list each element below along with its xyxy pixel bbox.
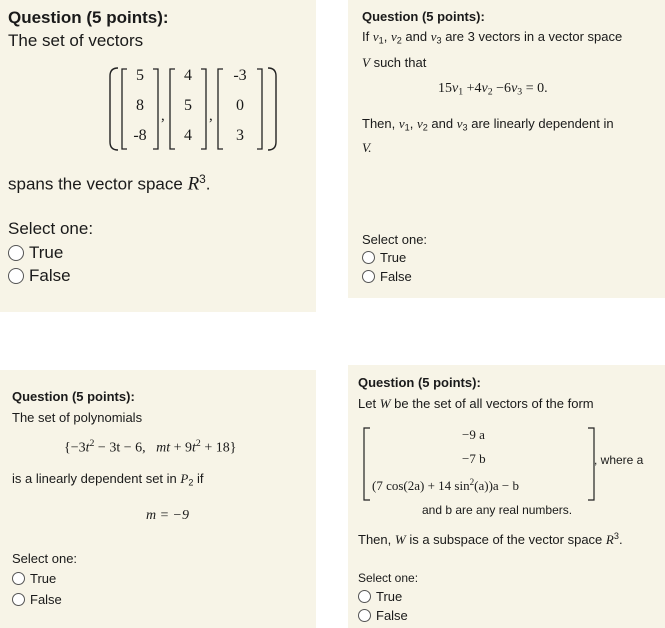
condition-m: m = −9 bbox=[146, 508, 190, 523]
question-2-panel bbox=[348, 0, 665, 298]
vector-2-bracket-left bbox=[168, 68, 176, 150]
vector-3-bracket-right bbox=[256, 68, 264, 150]
polynomial-set: {$-3t^2 - 3t - 6$, mt + $9t^2 + 18$} bbox=[64, 438, 237, 456]
select-one-label: Select one: bbox=[362, 232, 428, 247]
question-3-statement: is a linearly dependent set in $P_2$ if bbox=[12, 471, 204, 488]
vector-2-bracket-right bbox=[200, 68, 208, 150]
question-4-title: Question (5 points): bbox=[358, 375, 481, 390]
option-true-label: True bbox=[29, 243, 64, 262]
question-2-line-5: V. bbox=[362, 140, 372, 155]
vector-2-entry-1: 4 bbox=[184, 67, 192, 84]
question-1-title: Question (5 points): bbox=[8, 8, 169, 27]
question-2-line-4: Then, $v_1$, $v_2$ and $v_3$ are linearly dependent in bbox=[362, 116, 614, 133]
radio-false[interactable] bbox=[362, 270, 375, 283]
question-4-line-1: Let W be the set of all vectors of the form bbox=[358, 396, 594, 411]
vector-form-bracket-left bbox=[362, 427, 372, 501]
radio-true[interactable] bbox=[362, 251, 375, 264]
radio-true[interactable] bbox=[358, 590, 371, 603]
question-2-title: Question (5 points): bbox=[362, 9, 485, 24]
radio-false[interactable] bbox=[8, 268, 24, 284]
option-false[interactable] bbox=[8, 266, 71, 286]
option-true[interactable] bbox=[362, 250, 406, 265]
radio-false[interactable] bbox=[12, 593, 25, 606]
vector-3-entry-2: 0 bbox=[236, 97, 244, 114]
question-3-panel bbox=[0, 370, 316, 628]
option-false-label: False bbox=[380, 269, 412, 284]
vector-set bbox=[106, 66, 298, 152]
option-false-label: False bbox=[29, 266, 71, 285]
vector-1-bracket-right bbox=[152, 68, 160, 150]
option-false[interactable] bbox=[358, 608, 408, 623]
select-one-label: Select one: bbox=[8, 219, 94, 238]
radio-true[interactable] bbox=[12, 572, 25, 585]
option-true[interactable] bbox=[358, 589, 402, 604]
radio-true[interactable] bbox=[8, 245, 24, 261]
vector-form bbox=[362, 427, 662, 503]
vector-1-entry-3: -8 bbox=[133, 127, 147, 144]
vector-1-entry-1: 5 bbox=[136, 67, 144, 84]
where-label: , where a bbox=[594, 453, 644, 467]
question-2-line-1: If $v_1$, $v_2$ and $v_3$ are 3 vectors in a vector space bbox=[362, 29, 623, 46]
vector-3-entry-1: -3 bbox=[233, 67, 247, 84]
vector-form-row-2: −7 b bbox=[462, 451, 486, 466]
option-true[interactable] bbox=[8, 243, 63, 263]
radio-false[interactable] bbox=[358, 609, 371, 622]
option-false[interactable] bbox=[12, 592, 62, 607]
vector-1-entry-2: 8 bbox=[136, 97, 144, 114]
vector-1-bracket-left bbox=[120, 68, 128, 150]
option-false-label: False bbox=[30, 592, 62, 607]
outer-brace-left bbox=[106, 66, 120, 152]
option-true[interactable] bbox=[12, 571, 56, 586]
option-true-label: True bbox=[380, 250, 407, 265]
option-true-label: True bbox=[30, 571, 57, 586]
question-3-title: Question (5 points): bbox=[12, 389, 135, 404]
select-one-label: Select one: bbox=[358, 571, 419, 585]
option-true-label: True bbox=[376, 589, 403, 604]
question-4-conclusion: Then, W is a subspace of the vector space $R^3$. bbox=[358, 531, 623, 547]
question-3-intro: The set of polynomials bbox=[12, 410, 143, 425]
option-false-label: False bbox=[376, 608, 408, 623]
vector-2-entry-2: 5 bbox=[184, 97, 192, 114]
vector-form-row-1: −9 a bbox=[462, 427, 485, 442]
vector-3-bracket-left bbox=[216, 68, 224, 150]
vector-separator: , bbox=[161, 108, 165, 124]
question-1-panel bbox=[0, 0, 316, 312]
outer-brace-right bbox=[266, 66, 280, 152]
vector-2-entry-3: 4 bbox=[184, 127, 192, 144]
option-false[interactable] bbox=[362, 269, 412, 284]
question-4-panel bbox=[348, 365, 665, 628]
question-1-statement: spans the vector space $R^3$. bbox=[8, 172, 211, 195]
question-2-equation: $15v_1 +4v_2 -6v_3 = 0$. bbox=[438, 81, 548, 98]
question-2-line-2: V such that bbox=[362, 55, 427, 70]
vector-3-entry-3: 3 bbox=[236, 127, 244, 144]
question-1-intro: The set of vectors bbox=[8, 31, 144, 50]
vector-form-row-3: (7 cos(2a) + 14 $\sin^2(a))a - b$ bbox=[372, 477, 519, 493]
question-4-real-numbers: and b are any real numbers. bbox=[422, 503, 573, 517]
select-one-label: Select one: bbox=[12, 551, 78, 566]
vector-separator: , bbox=[209, 108, 213, 124]
